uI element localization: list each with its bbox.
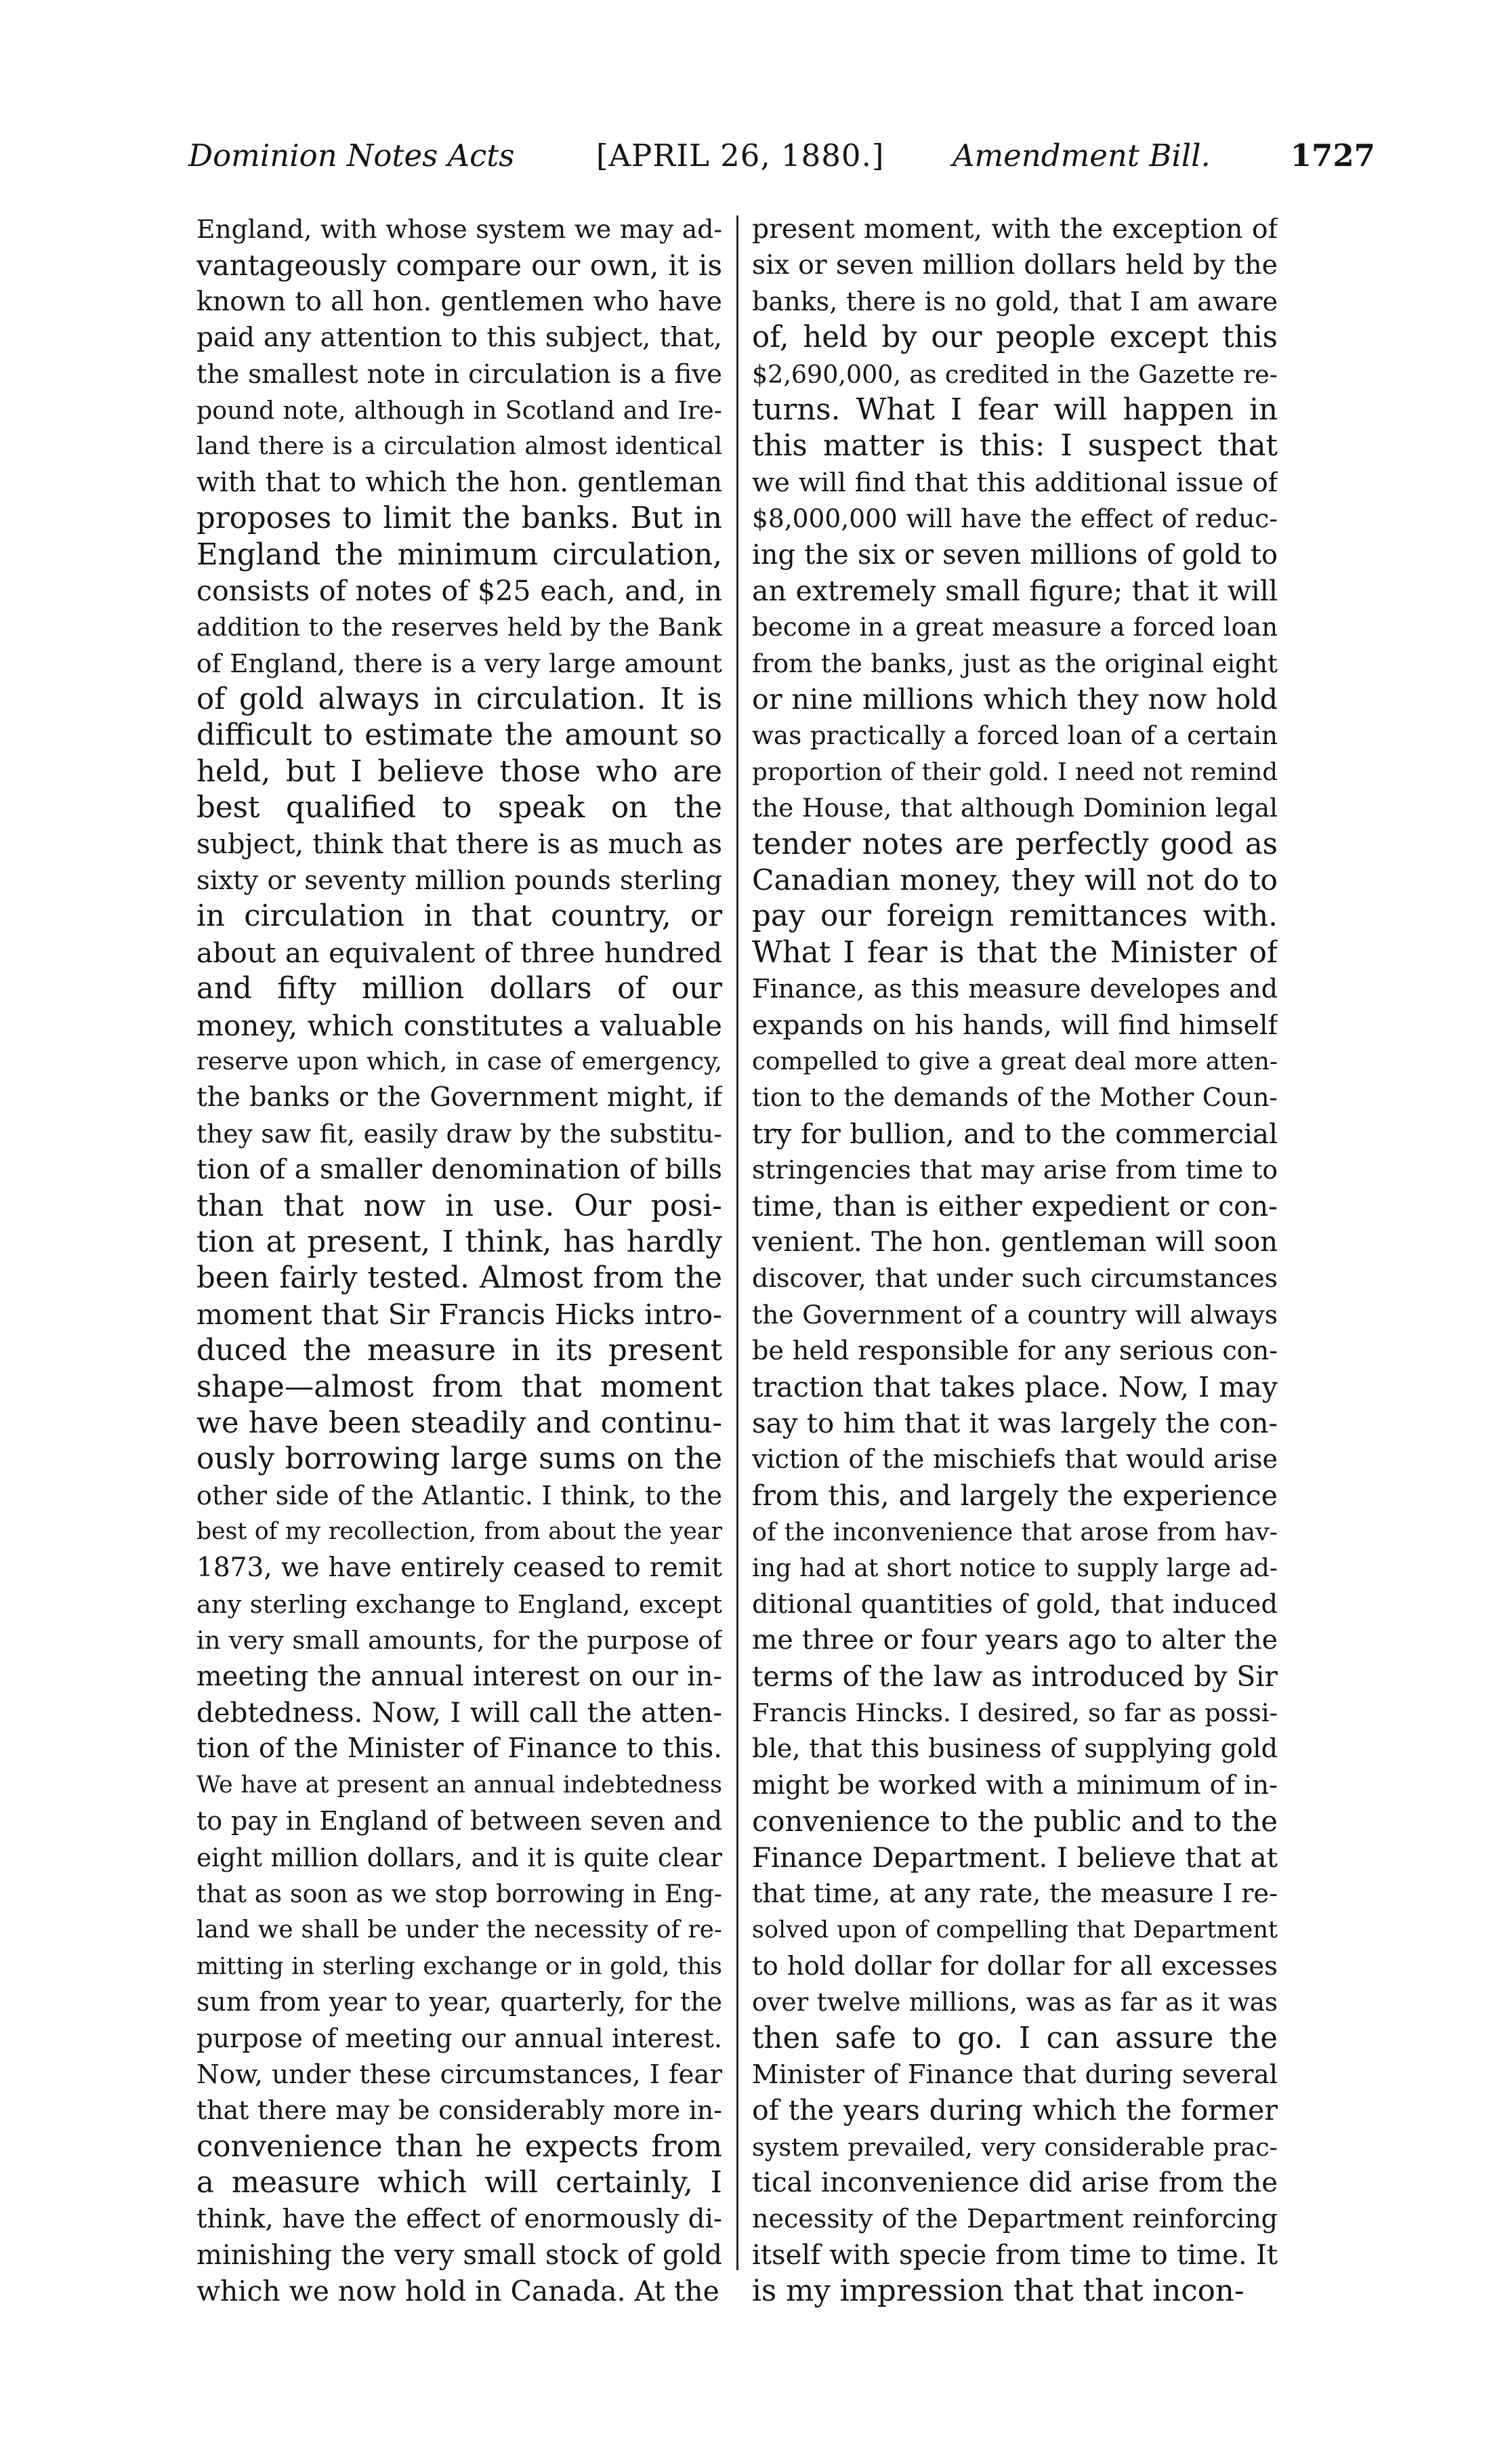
text-line: England the minimum circulation, <box>196 537 722 572</box>
text-line: me three or four years ago to alter the <box>752 1624 1278 1656</box>
text-line: that there may be considerably more in- <box>196 2095 722 2126</box>
text-line: any sterling exchange to England, except <box>196 1589 722 1619</box>
text-line: compelled to give a great deal more atten- <box>752 1047 1278 1075</box>
text-line: minishing the very small stock of gold <box>196 2239 722 2271</box>
text-line: which we now hold in Canada. At the <box>196 2275 719 2308</box>
text-line: land there is a circulation almost identical <box>196 432 722 461</box>
text-line: money, which constitutes a valuable <box>196 1008 722 1042</box>
text-line: discover, that under such circumstances <box>752 1263 1278 1294</box>
text-line: with that to which the hon. gentleman <box>196 466 722 498</box>
text-line: addition to the reserves held by the Bank <box>196 613 722 642</box>
text-line: ditional quantities of gold, that induced <box>752 1588 1278 1620</box>
text-line: been fairly tested. Almost from the <box>196 1261 722 1296</box>
text-line: held, but I believe those who are <box>196 754 722 789</box>
text-line: debtedness. Now, I will call the atten- <box>196 1697 722 1729</box>
text-line: they saw fit, easily draw by the substitu- <box>196 1118 722 1149</box>
text-line: the banks or the Government might, if <box>196 1082 722 1113</box>
text-line: solved upon of compelling that Department <box>752 1916 1278 1944</box>
text-line: ously borrowing large sums on the <box>196 1442 722 1477</box>
text-line: tion of a smaller denomination of bills <box>196 1154 722 1186</box>
running-title-right: Amendment Bill. <box>953 138 1211 173</box>
text-line: Minister of Finance that during several <box>752 2059 1278 2090</box>
text-line: six or seven million dollars held by the <box>752 249 1278 281</box>
text-line: the smallest note in circulation is a five <box>196 358 722 390</box>
text-line: $8,000,000 will have the effect of reduc- <box>752 504 1278 534</box>
text-line: was practically a forced loan of a certain <box>752 720 1278 751</box>
text-line: about an equivalent of three hundred <box>196 936 722 969</box>
text-line: be held responsible for any serious con- <box>752 1336 1278 1366</box>
text-line: best qualified to speak on the <box>196 791 722 825</box>
text-line: traction that takes place. Now, I may <box>752 1370 1278 1403</box>
text-line: the House, that although Dominion legal <box>752 793 1278 823</box>
text-line: turns. What I fear will happen in <box>752 392 1278 427</box>
header-date: [APRIL 26, 1880.] <box>596 138 885 173</box>
text-line: tender notes are perfectly good as <box>752 827 1278 861</box>
text-line: in circulation in that country, or <box>196 899 722 934</box>
text-line: then safe to go. I can assure the <box>752 2021 1278 2055</box>
page-header <box>183 136 1375 176</box>
text-line: from this, and largely the experience <box>752 1479 1278 1512</box>
text-line: stringencies that may arise from time to <box>752 1155 1278 1185</box>
text-line: of gold always in circulation. It is <box>196 682 722 717</box>
text-line: eight million dollars, and it is quite clear <box>196 1842 722 1872</box>
text-line: banks, there is no gold, that I am aware <box>752 286 1278 316</box>
text-line: we will find that this additional issue of <box>752 467 1278 498</box>
text-line: difficult to estimate the amount so <box>196 718 722 753</box>
text-line: ing had at short notice to supply large ad- <box>752 1553 1278 1583</box>
text-line: to pay in England of between seven and <box>196 1806 722 1836</box>
text-line: meeting the annual interest on our in- <box>196 1660 722 1692</box>
text-line: over twelve millions, was as far as it was <box>752 1987 1278 2017</box>
text-line: of the inconvenience that arose from hav- <box>752 1517 1278 1547</box>
text-line: try for bullion, and to the commercial <box>752 1117 1278 1150</box>
column-divider <box>736 215 738 2270</box>
text-line: pound note, although in Scotland and Ire- <box>196 395 722 425</box>
text-line: to hold dollar for dollar for all excesses <box>752 1950 1278 1982</box>
text-line: other side of the Atlantic. I think, to the <box>196 1480 722 1511</box>
text-line: shape—almost from that moment <box>196 1370 722 1404</box>
text-line: or nine millions which they now hold <box>752 683 1278 716</box>
text-line: expands on his hands, will find himself <box>752 1010 1278 1041</box>
text-line: mitting in sterling exchange or in gold, this <box>196 1952 722 1980</box>
text-line: subject, think that there is as much as <box>196 828 722 860</box>
text-line: terms of the law as introduced by Sir <box>752 1660 1278 1693</box>
text-line: of, held by our people except this <box>752 321 1278 355</box>
text-line: we have been steadily and continu- <box>196 1405 722 1440</box>
text-line: land we shall be under the necessity of re- <box>196 1916 722 1944</box>
page-number: 1727 <box>1290 138 1375 173</box>
text-line: Francis Hincks. I desired, so far as possi- <box>752 1698 1278 1728</box>
text-line: convenience than he expects from <box>196 2129 722 2164</box>
text-line: tion of the Minister of Finance to this. <box>196 1733 722 1765</box>
text-line: known to all hon. gentlemen who have <box>196 285 722 317</box>
text-line: consists of notes of $25 each, and, in <box>196 574 722 607</box>
text-line: the Government of a country will always <box>752 1299 1278 1330</box>
text-line: purpose of meeting our annual interest. <box>196 2023 722 2053</box>
text-line: think, have the effect of enormously di- <box>196 2204 722 2235</box>
text-line: best of my recollection, from about the year <box>196 1518 722 1546</box>
text-line: this matter is this: I suspect that <box>752 429 1278 464</box>
running-title-left: Dominion Notes Acts <box>188 138 515 173</box>
text-line: Canadian money, they will not do to <box>752 864 1278 898</box>
text-line: ing the six or seven millions of gold to <box>752 539 1278 571</box>
text-line: England, with whose system we may ad- <box>196 214 722 244</box>
text-line: reserve upon which, in case of emergency, <box>196 1047 722 1075</box>
text-line: sum from year to year, quarterly, for the <box>196 1987 722 2017</box>
text-line: duced the measure in its present <box>196 1334 722 1368</box>
right-column <box>752 211 1278 2310</box>
text-line: venient. The hon. gentleman will soon <box>752 1226 1278 1258</box>
text-line: necessity of the Department reinforcing <box>752 2204 1278 2234</box>
text-line: from the banks, just as the original eight <box>752 648 1278 678</box>
text-line: moment that Sir Francis Hicks intro- <box>196 1298 722 1331</box>
text-line: tion at present, I think, has hardly <box>196 1225 722 1259</box>
text-line: of England, there is a very large amount <box>196 648 722 678</box>
text-line: of the years during which the former <box>752 2094 1278 2127</box>
text-line: become in a great measure a forced loan <box>752 613 1278 642</box>
text-line: a measure which will certainly, I <box>196 2166 722 2200</box>
text-line: itself with specie from time to time. It <box>752 2239 1278 2271</box>
text-line: say to him that it was largely the con- <box>752 1407 1278 1439</box>
text-line: $2,690,000, as credited in the Gazette re- <box>752 359 1278 389</box>
text-line: tion to the demands of the Mother Coun- <box>752 1082 1278 1113</box>
text-line: an extremely small figure; that it will <box>752 574 1278 607</box>
text-line: Finance Department. I believe that at <box>752 1841 1278 1874</box>
text-line: We have at present an annual indebtedness <box>196 1771 722 1799</box>
text-line: might be worked with a minimum of in- <box>752 1769 1278 1801</box>
text-line: tical inconvenience did arise from the <box>752 2167 1278 2199</box>
left-column <box>196 211 722 2310</box>
text-line: in very small amounts, for the purpose of <box>196 1626 722 1656</box>
text-line: Finance, as this measure developes and <box>752 974 1278 1004</box>
text-line: pay our foreign remittances with. <box>752 899 1278 934</box>
text-line: proposes to limit the banks. But in <box>196 501 722 536</box>
text-line: convenience to the public and to the <box>752 1805 1278 1839</box>
text-line: system prevailed, very considerable prac- <box>752 2132 1278 2162</box>
text-line: sixty or seventy million pounds sterling <box>196 865 722 897</box>
text-line: time, than is either expedient or con- <box>752 1189 1278 1223</box>
text-line: vantageously compare our own, it is <box>196 249 722 283</box>
text-line: viction of the mischiefs that would arise <box>752 1444 1278 1475</box>
text-line: proportion of their gold. I need not remind <box>752 758 1278 786</box>
text-line: is my impression that that incon- <box>752 2274 1245 2309</box>
text-line: What I fear is that the Minister of <box>752 935 1278 970</box>
text-line: paid any attention to this subject, that, <box>196 323 722 354</box>
text-line: that as soon as we stop borrowing in Eng- <box>196 1878 722 1908</box>
text-line: present moment, with the exception of <box>752 214 1278 245</box>
text-line: 1873, we have entirely ceased to remit <box>196 1553 722 1584</box>
text-line: than that now in use. Our posi- <box>196 1189 722 1223</box>
text-line: and fifty million dollars of our <box>196 972 722 1006</box>
text-line: Now, under these circumstances, I fear <box>196 2059 722 2090</box>
text-line: ble, that this business of supplying gold <box>752 1733 1278 1765</box>
text-line: that time, at any rate, the measure I re- <box>752 1878 1278 1909</box>
